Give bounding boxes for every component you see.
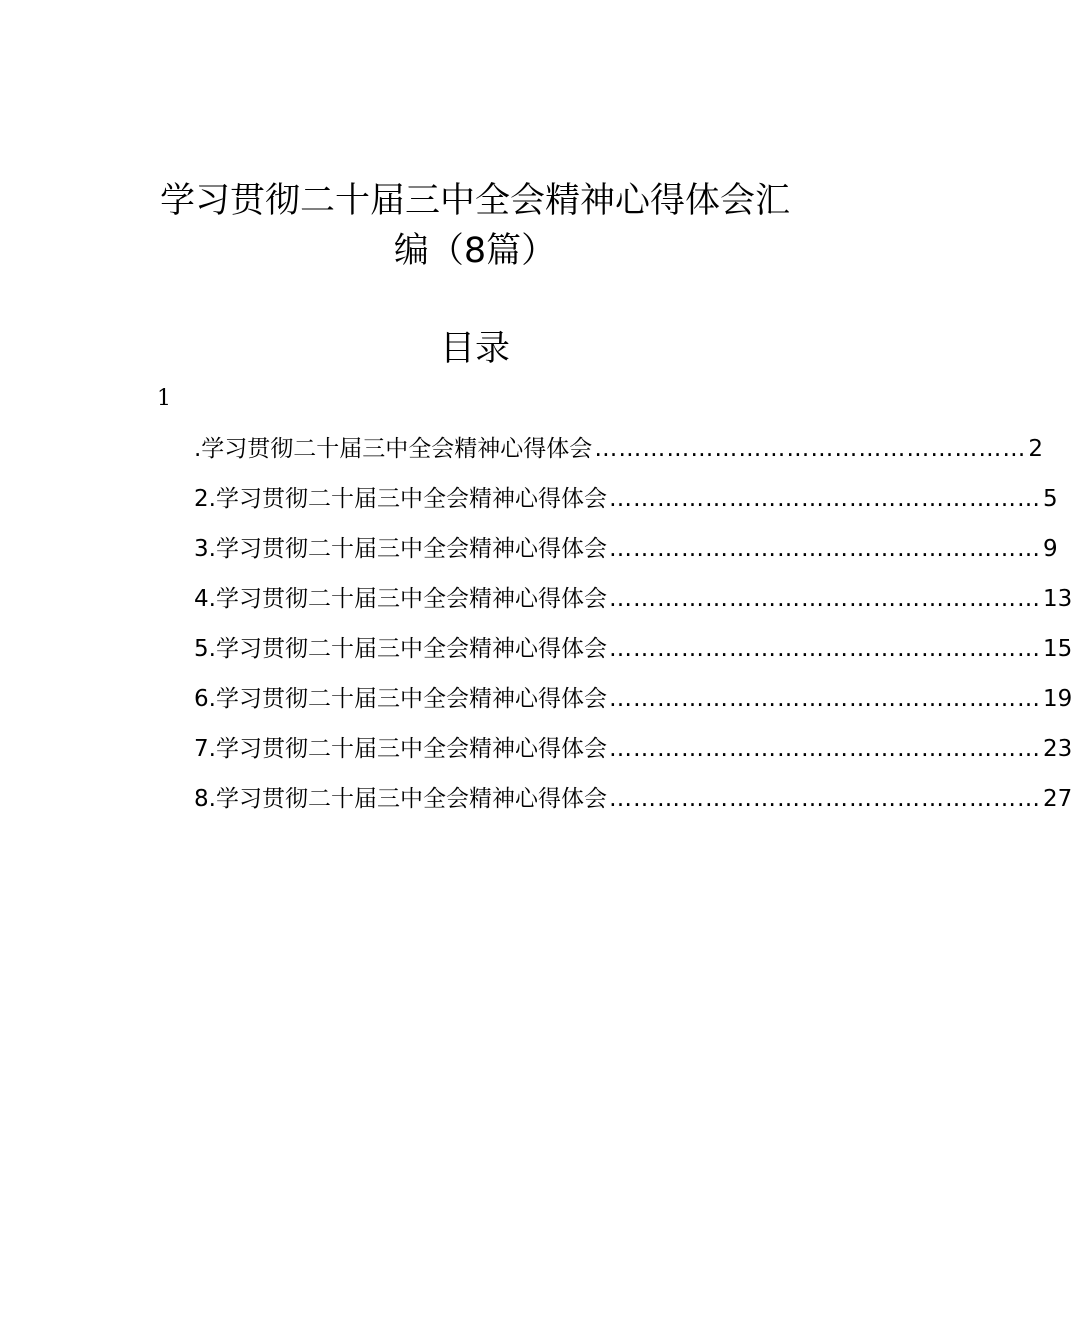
- toc-entry-label: 7.学习贯彻二十届三中全会精神心得体会: [194, 736, 607, 762]
- toc-entry-page: 2: [1028, 436, 1043, 462]
- toc-dot-leader: ………………………………………………: [594, 436, 1027, 462]
- toc-entry[interactable]: [194, 424, 1043, 474]
- toc-entry-page: 9: [1042, 536, 1058, 562]
- toc-entry-label: 3.学习贯彻二十届三中全会精神心得体会: [194, 536, 607, 562]
- toc-entry-page: 19: [1042, 686, 1072, 712]
- toc-entry-page: 23: [1042, 736, 1072, 762]
- toc-entry[interactable]: [194, 774, 1072, 824]
- toc-heading: 目录: [439, 329, 510, 369]
- toc-dot-leader: ………………………………………………: [608, 536, 1041, 562]
- toc-entry[interactable]: [194, 674, 1072, 724]
- toc-dot-leader: ………………………………………………: [608, 636, 1041, 662]
- toc-dot-leader: ………………………………………………: [608, 686, 1041, 712]
- toc-entry-label: 8.学习贯彻二十届三中全会精神心得体会: [194, 786, 607, 812]
- toc-dot-leader: ………………………………………………: [608, 786, 1041, 812]
- toc-dot-leader: ………………………………………………: [608, 736, 1041, 762]
- toc-entry-label: 4.学习贯彻二十届三中全会精神心得体会: [194, 586, 607, 612]
- document-title-line-1: 学习贯彻二十届三中全会精神心得体会汇: [159, 181, 790, 221]
- toc-entry-page: 13: [1042, 586, 1072, 612]
- stray-number: 1: [157, 386, 171, 411]
- toc-entry[interactable]: [194, 474, 1058, 524]
- toc-entry-label: .学习贯彻二十届三中全会精神心得体会: [194, 436, 593, 462]
- toc-dot-leader: ………………………………………………: [608, 586, 1041, 612]
- document-title: [140, 176, 810, 276]
- toc-entry[interactable]: [194, 624, 1072, 674]
- toc-entry[interactable]: [194, 574, 1072, 624]
- toc-entry-page: 5: [1042, 486, 1058, 512]
- toc-entry-label: 2.学习贯彻二十届三中全会精神心得体会: [194, 486, 607, 512]
- document-title-line-2: 编（8篇）: [393, 231, 557, 271]
- toc-entry[interactable]: [194, 524, 1058, 574]
- toc-entry-page: 15: [1042, 636, 1072, 662]
- toc-entry-page: 27: [1042, 786, 1072, 812]
- table-of-contents: [194, 424, 1072, 824]
- toc-dot-leader: ………………………………………………: [608, 486, 1041, 512]
- toc-entry[interactable]: [194, 724, 1072, 774]
- toc-entry-label: 6.学习贯彻二十届三中全会精神心得体会: [194, 686, 607, 712]
- toc-entry-label: 5.学习贯彻二十届三中全会精神心得体会: [194, 636, 607, 662]
